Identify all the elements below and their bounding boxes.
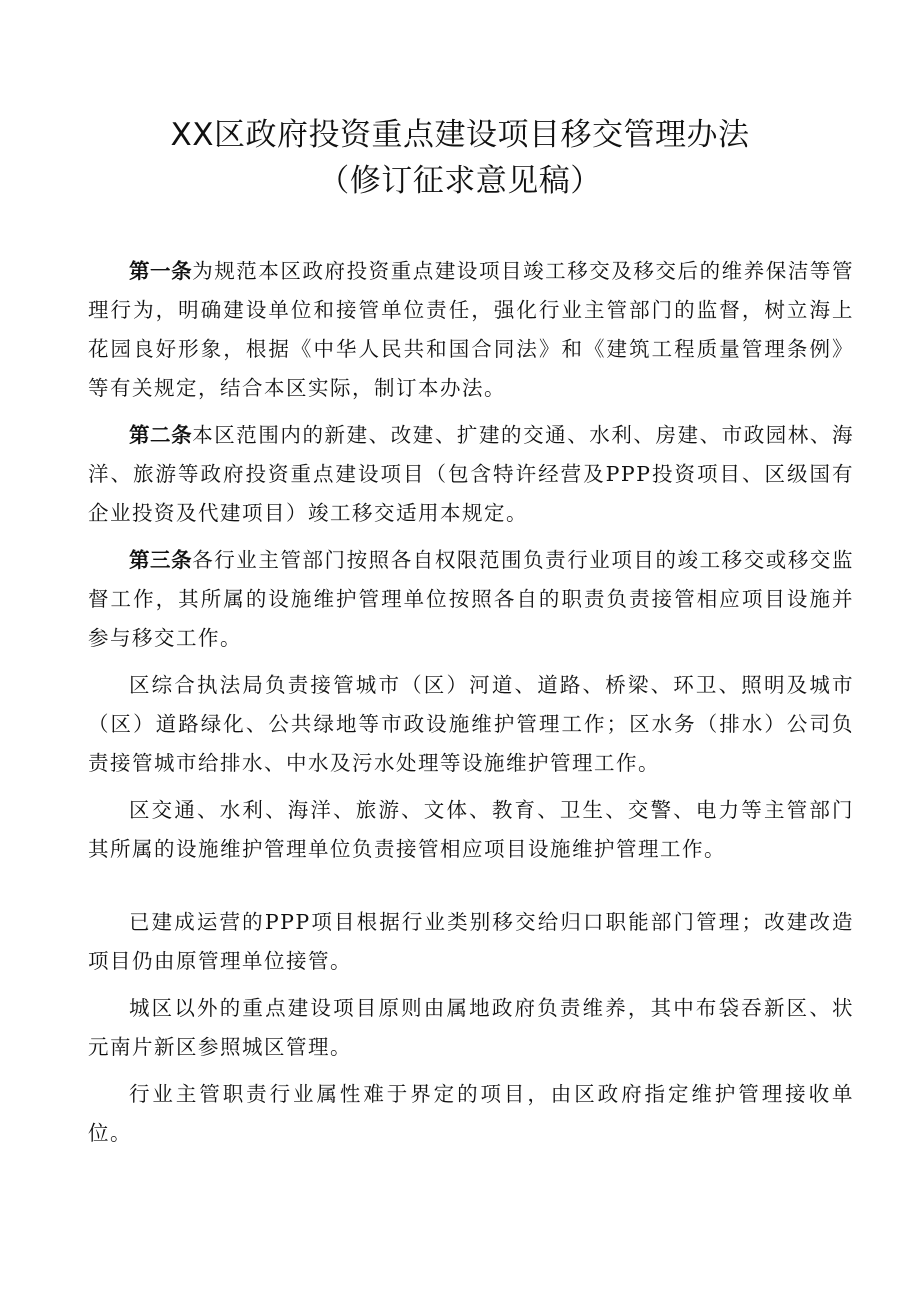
paragraph-text: 行业主管职责行业属性难于界定的项目，由区政府指定维护管理接收单位。 [88, 1082, 854, 1145]
paragraph [88, 1075, 854, 1153]
paragraph-text: 区交通、水利、海洋、旅游、文体、教育、卫生、交警、电力等主管部门其所属的设施维护管理单位负责接管相应项目设施维护管理工作。 [88, 798, 854, 861]
article-label: 第三条 [129, 548, 193, 572]
paragraph-text: 已建成运营的PPP项目根据行业类别移交给归口职能部门管理；改建改造项目仍由原管理单位接管。 [88, 910, 854, 973]
paragraph [88, 989, 854, 1067]
article-1 [88, 252, 854, 408]
paragraph [88, 666, 854, 783]
document-body [88, 252, 854, 1161]
article-label: 第一条 [129, 259, 193, 283]
paragraph-text: 区综合执法局负责接管城市（区）河道、道路、桥梁、环卫、照明及城市（区）道路绿化、公共绿地等市政设施维护管理工作；区水务（排水）公司负责接管城市给排水、中水及污水处理等设施维护管理工作。 [88, 673, 854, 775]
paragraph-text: 城区以外的重点建设项目原则由属地政府负责维养，其中布袋吞新区、状元南片新区参照城区管理。 [88, 996, 854, 1059]
title-subtitle: （修订征求意见稿） [318, 163, 602, 199]
paragraph [88, 791, 854, 869]
article-label: 第二条 [129, 423, 193, 447]
article-2 [88, 416, 854, 533]
article-text: 为规范本区政府投资重点建设项目竣工移交及移交后的维养保洁等管理行为，明确建设单位和接管单位责任，强化行业主管部门的监督，树立海上花园良好形象，根据《中华人民共和国合同法》和《建筑工程质量管理条例》等有关规定，结合本区实际，制订本办法。 [88, 259, 854, 400]
document-title [60, 112, 860, 204]
paragraph [88, 903, 854, 981]
article-text: 各行业主管部门按照各自权限范围负责行业项目的竣工移交或移交监督工作，其所属的设施维护管理单位按照各自的职责负责接管相应项目设施并参与移交工作。 [88, 548, 854, 650]
article-text: 本区范围内的新建、改建、扩建的交通、水利、房建、市政园林、海洋、旅游等政府投资重点建设项目（包含特许经营及PPP投资项目、区级国有企业投资及代建项目）竣工移交适用本规定。 [88, 423, 854, 525]
title-main: XX区政府投资重点建设项目移交管理办法 [170, 117, 750, 153]
article-3 [88, 541, 854, 658]
